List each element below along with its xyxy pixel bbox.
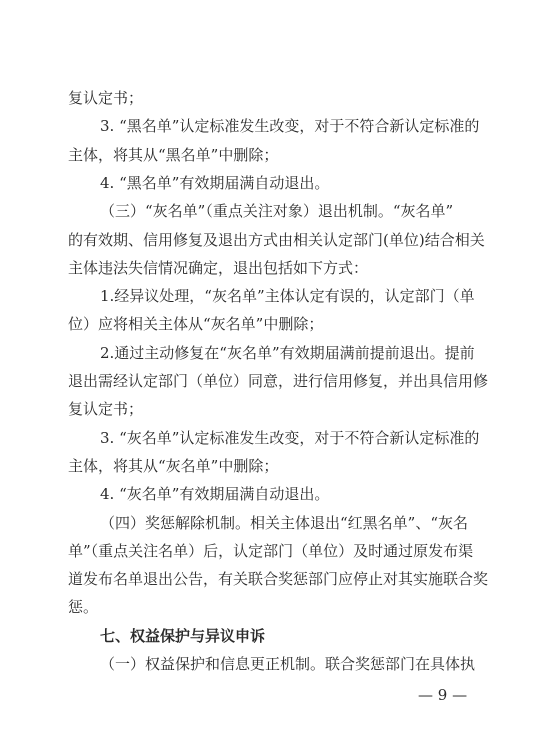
text-line-4: 4. “黑名单”有效期届满自动退出。	[100, 173, 330, 192]
text-line-11: 退出需经认定部门（单位）同意，进行信用修复，并出具信用修	[68, 372, 489, 390]
text-line-3: 主体，将其从“黑名单”中删除；	[68, 145, 279, 164]
text-line-10: 2.通过主动修复在“灰名单”有效期届满前提前退出。提前	[100, 343, 475, 362]
text-line-17: 单”（重点关注名单）后，认定部门（单位）及时通过原发布渠	[68, 541, 474, 560]
text-line-9: 位）应将相关主体从“灰名单”中删除；	[68, 315, 324, 334]
text-line-1: 复认定书；	[68, 89, 144, 107]
text-line-8: 1.经异议处理，“灰名单”主体认定有误的，认定部门（单	[100, 287, 475, 306]
text-line-18: 道发布名单退出公告，有关联合奖惩部门应停止对其实施联合奖	[68, 570, 489, 589]
text-line-12: 复认定书；	[68, 400, 144, 419]
text-line-2: 3. “黑名单”认定标准发生改变，对于不符合新认定标准的	[100, 117, 480, 136]
section-heading: 七、权益保护与异议申诉	[100, 626, 266, 645]
text-line-14: 主体，将其从“灰名单”中删除；	[68, 456, 279, 475]
text-line-5: （三）“灰名单”（重点关注对象）退出机制。“灰名单”	[100, 202, 454, 221]
text-line-21: （一）权益保护和信息更正机制。联合奖惩部门在具体执	[100, 655, 476, 673]
text-line-15: 4. “灰名单”有效期届满自动退出。	[100, 485, 330, 504]
page-number: — 9 —	[418, 686, 468, 704]
text-line-19: 惩。	[68, 598, 99, 617]
text-line-16: （四）奖惩解除机制。相关主体退出“红黑名单”、“灰名	[100, 513, 469, 532]
text-line-13: 3. “灰名单”认定标准发生改变，对于不符合新认定标准的	[100, 428, 480, 447]
text-line-7: 主体违法失信情况确定，退出包括如下方式：	[68, 258, 369, 277]
text-line-6: 的有效期、信用修复及退出方式由相关认定部门(单位)结合相关	[68, 230, 485, 249]
